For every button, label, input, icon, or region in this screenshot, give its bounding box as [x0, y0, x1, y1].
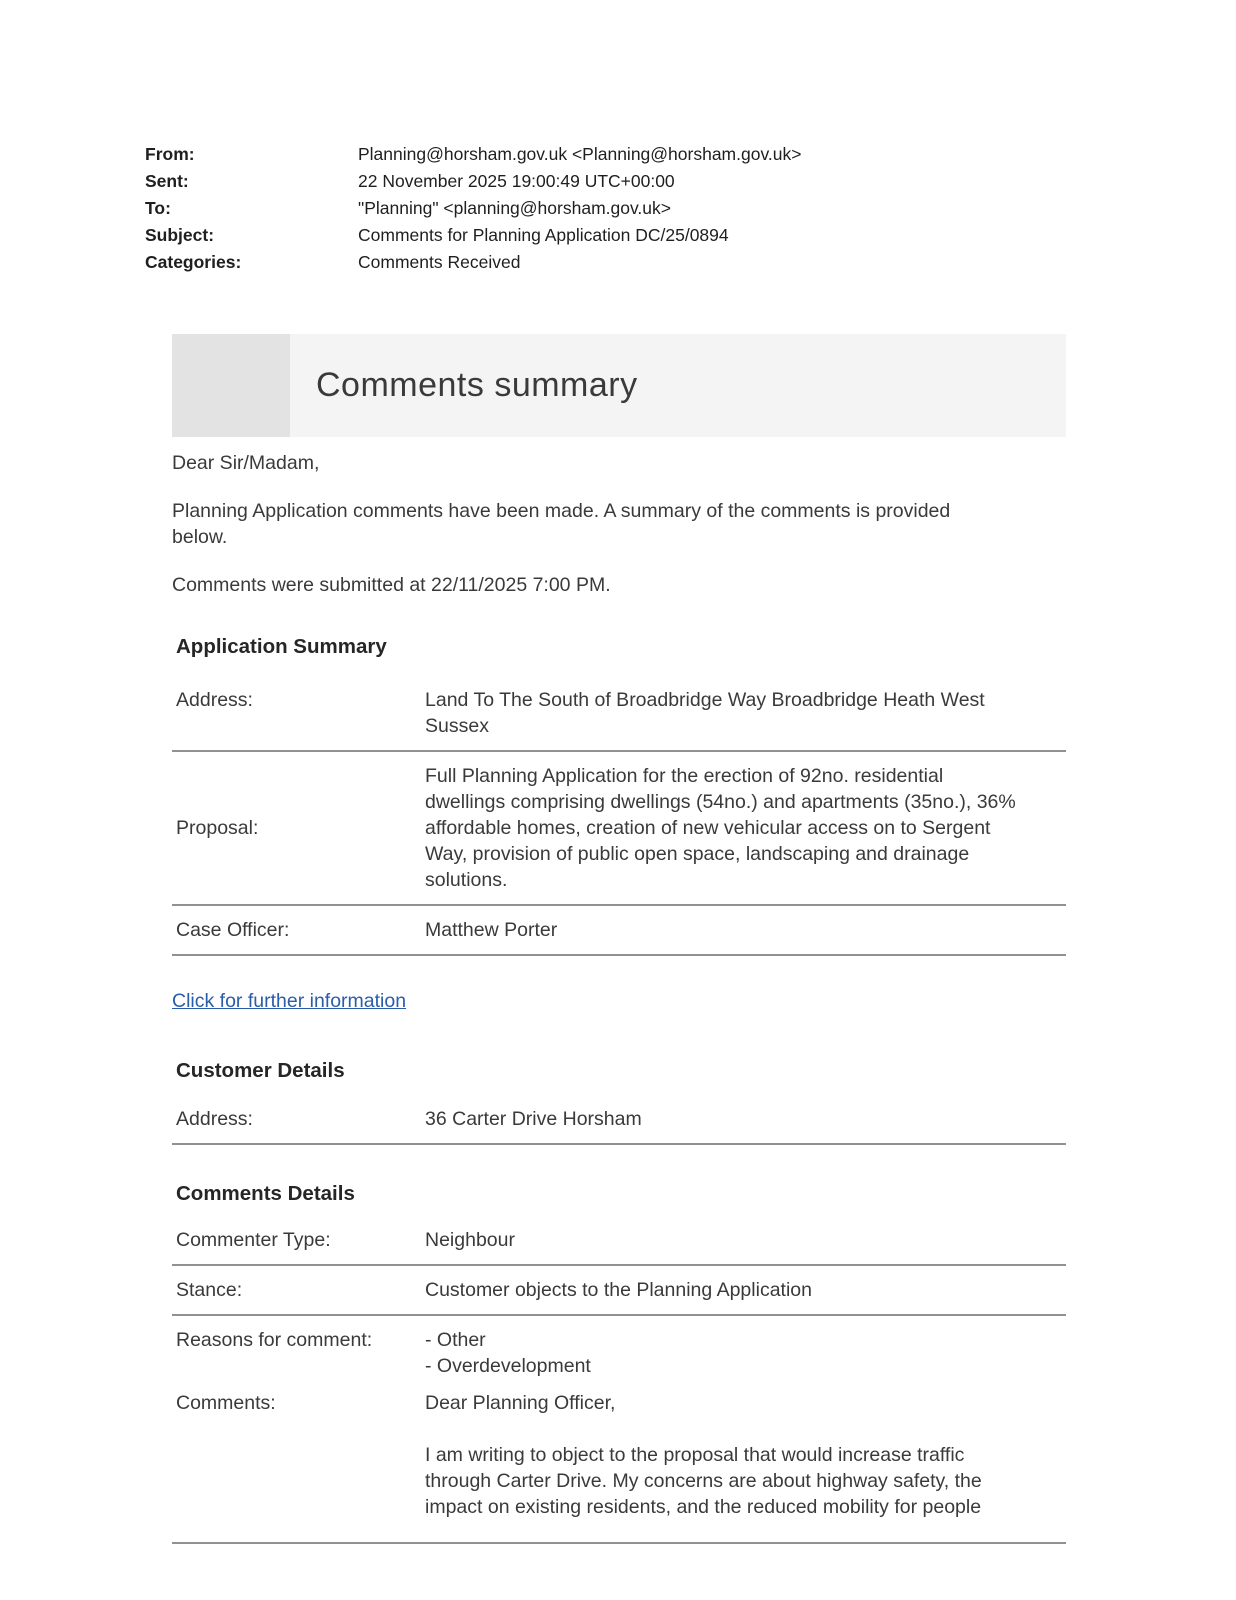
email-header-row-sent: [145, 168, 801, 195]
address-label: Address:: [176, 689, 253, 711]
customer-details-heading: Customer Details: [176, 1059, 345, 1082]
reason-item: - Overdevelopment: [425, 1355, 591, 1377]
table-row-address: [172, 676, 1066, 752]
salutation: Dear Sir/Madam,: [172, 452, 320, 474]
reasons-value: [425, 1327, 1025, 1379]
email-header-row-categories: [145, 249, 801, 276]
to-value: "Planning" <planning@horsham.gov.uk>: [358, 198, 671, 218]
case-officer-value: Matthew Porter: [425, 919, 558, 941]
categories-value: Comments Received: [358, 252, 521, 272]
submitted-timestamp: Comments were submitted at 22/11/2025 7:00 PM.: [172, 574, 611, 596]
commenter-type-value: Neighbour: [425, 1229, 515, 1251]
to-label: To:: [145, 198, 171, 218]
categories-label: Categories:: [145, 252, 242, 272]
email-header-row-subject: [145, 222, 801, 249]
from-value: Planning@horsham.gov.uk <Planning@horsham.gov.uk>: [358, 144, 802, 164]
comments-details-table: [172, 1223, 1066, 1544]
comment-paragraph: I am writing to object to the proposal that would increase traffic through Carter Drive. My concerns are about highway safety, the impact on existing residents, and the reduced mobility for people: [425, 1444, 982, 1518]
stance-value: Customer objects to the Planning Application: [425, 1279, 812, 1301]
comment-paragraph: Dear Planning Officer,: [425, 1392, 616, 1414]
application-summary-table: [172, 676, 1066, 956]
further-information-link[interactable]: Click for further information: [172, 990, 407, 1012]
email-header-row-from: [145, 141, 801, 168]
stance-label: Stance:: [176, 1279, 243, 1301]
intro-paragraph: Planning Application comments have been made. A summary of the comments is provided below.: [172, 500, 951, 548]
table-row-reasons: [172, 1316, 1066, 1379]
comments-label: Comments:: [176, 1392, 276, 1414]
customer-address-value: 36 Carter Drive Horsham: [425, 1108, 642, 1130]
banner-accent-block: [172, 334, 290, 437]
sent-label: Sent:: [145, 171, 189, 191]
comments-value: [425, 1390, 1025, 1520]
table-row-stance: [172, 1266, 1066, 1316]
case-officer-label: Case Officer:: [176, 919, 290, 941]
table-row-case-officer: [172, 906, 1066, 956]
subject-value: Comments for Planning Application DC/25/0894: [358, 225, 729, 245]
page-title: Comments summary: [316, 366, 638, 404]
email-header: [145, 141, 801, 276]
proposal-label: Proposal:: [176, 817, 259, 839]
address-value: Land To The South of Broadbridge Way Broadbridge Heath West Sussex: [425, 689, 985, 737]
email-body: [172, 450, 1066, 1544]
table-row-commenter-type: [172, 1223, 1066, 1266]
table-row-comments: [172, 1379, 1066, 1544]
comments-summary-banner: [172, 334, 1066, 437]
subject-label: Subject:: [145, 225, 215, 245]
reasons-label: Reasons for comment:: [176, 1329, 373, 1351]
table-row-customer-address: [172, 1100, 1066, 1145]
customer-address-label: Address:: [176, 1108, 253, 1130]
email-header-row-to: [145, 195, 801, 222]
comments-details-heading: Comments Details: [176, 1182, 355, 1205]
commenter-type-label: Commenter Type:: [176, 1229, 331, 1251]
reason-item: - Other: [425, 1329, 486, 1351]
proposal-value: Full Planning Application for the erection of 92no. residential dwellings comprising dwellings (54no.) and apartments (35no.), 36% affordable homes, creation of new vehicular access on to Sergent Way, provision of public open space, landscaping and drainage solutions.: [425, 765, 1016, 891]
table-row-proposal: [172, 752, 1066, 906]
from-label: From:: [145, 144, 195, 164]
customer-details-table: [172, 1100, 1066, 1145]
sent-value: 22 November 2025 19:00:49 UTC+00:00: [358, 171, 675, 191]
application-summary-heading: Application Summary: [176, 635, 387, 658]
